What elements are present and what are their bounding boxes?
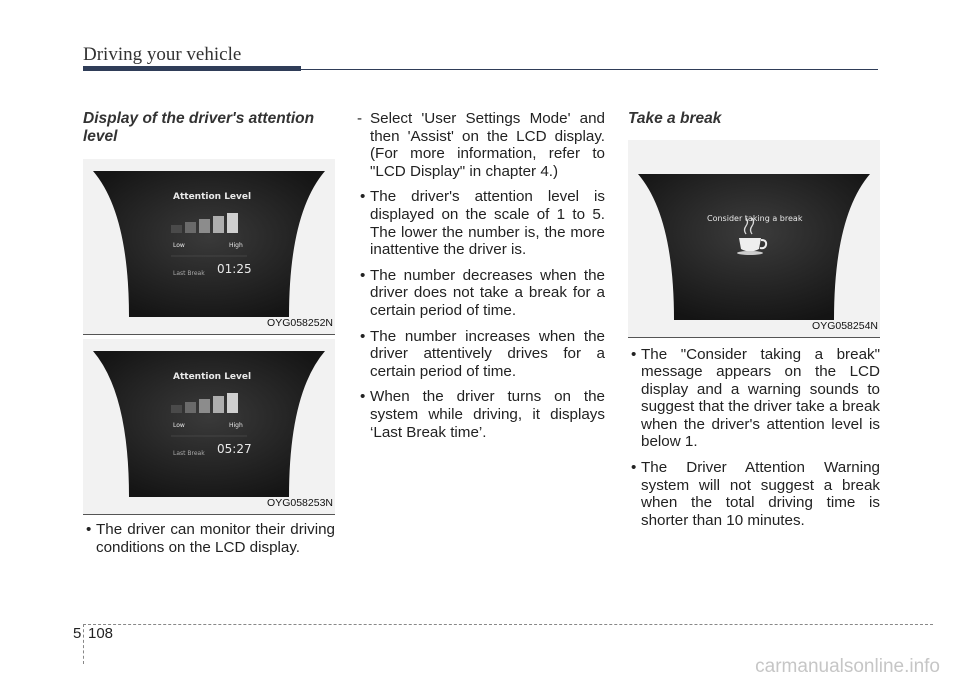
header-rule-thick (83, 66, 301, 71)
column-right (628, 110, 880, 537)
screen-title: Attention Level (173, 372, 252, 382)
footer-rule (83, 624, 933, 625)
bullet-monitor: • The driver can monitor their driving conditions on the LCD display. (83, 521, 335, 556)
figure-rule (83, 514, 335, 515)
sub-item-user-settings (357, 110, 605, 180)
level-bar-4 (213, 396, 224, 413)
bullet-last-break: • When the driver turns on the system while driving, it displays ‘Last Break time’. (357, 388, 605, 441)
low-label: Low (173, 422, 185, 429)
bullet-consider-break: • The "Consider taking a break" message appears on the LCD display and a warning sounds to suggest that the driver take a break when the driver's attention level is below 1. (628, 346, 880, 452)
sub-dash: - (357, 110, 363, 127)
figure-consider-break (628, 140, 880, 338)
chapter-number: 5 (73, 625, 82, 642)
level-bar-2 (185, 222, 196, 233)
level-bar-2 (185, 402, 196, 413)
last-break-time: 05:27 (217, 442, 252, 456)
section-title-attention: Display of the driver's attention level (83, 110, 315, 145)
level-bar-1 (171, 405, 182, 413)
level-bar-1 (171, 225, 182, 233)
figure-caption: OYG058252N (267, 317, 333, 330)
level-bar-4 (213, 216, 224, 233)
figure-rule (83, 334, 335, 335)
screen-title: Attention Level (173, 192, 252, 202)
column-left (83, 110, 335, 564)
bullet-decrease: • The number decreases when the driver does not take a break for a certain period of time. (357, 267, 605, 320)
figure-caption: OYG058253N (267, 497, 333, 510)
level-bar-5 (227, 213, 238, 233)
page-number: 108 (88, 625, 114, 642)
last-break-label: Last Break (173, 450, 205, 457)
bullet-scale: • The driver's attention level is displayed on the scale of 1 to 5. The lower the number is, the more inattentive the driver is. (357, 188, 605, 258)
figure-rule (628, 337, 880, 338)
figure-caption: OYG058254N (812, 319, 878, 332)
header-rule-thin (301, 69, 878, 70)
footer-divider (83, 624, 84, 664)
section-title-break: Take a break (628, 110, 722, 127)
sub-item-text: Select 'User Settings Mode' and then 'Assist' on the LCD display. (For more information, refer to "LCD Display" in chapter 4.) (370, 110, 605, 180)
last-break-label: Last Break (173, 270, 205, 277)
figure-attention-level-2 (83, 339, 335, 515)
low-label: Low (173, 242, 185, 249)
break-message: Consider taking a break (707, 213, 803, 223)
bullet-under-10-min: • The Driver Attention Warning system will not suggest a break when the total driving time is shorter than 10 minutes. (628, 459, 880, 529)
lcd-screen-3 (638, 174, 870, 320)
figure-attention-level-1 (83, 159, 335, 335)
level-bar-3 (199, 399, 210, 413)
last-break-time: 01:25 (217, 262, 252, 276)
watermark: carmanualsonline.info (755, 656, 940, 677)
chapter-title: Driving your vehicle (83, 44, 242, 65)
level-bar-5 (227, 393, 238, 413)
column-middle (357, 110, 605, 449)
high-label: High (229, 242, 243, 249)
high-label: High (229, 422, 243, 429)
bullet-increase: • The number increases when the driver attentively drives for a certain period of time. (357, 328, 605, 381)
level-bar-3 (199, 219, 210, 233)
